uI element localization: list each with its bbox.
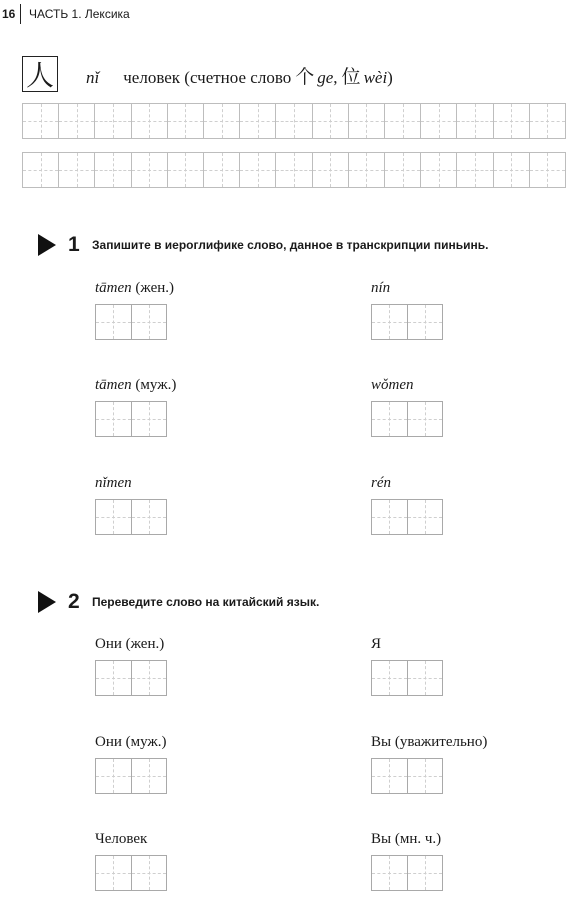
exercise-1-item	[95, 375, 315, 437]
grid-cell[interactable]	[204, 104, 240, 138]
grid-cell[interactable]	[240, 104, 276, 138]
item-label: Вы (мн. ч.)	[371, 831, 442, 847]
answer-box[interactable]	[371, 401, 443, 437]
item-label: Я	[371, 636, 382, 652]
practice-grid-row[interactable]	[22, 103, 566, 139]
grid-cell[interactable]	[313, 153, 349, 187]
exercise-1-item	[371, 375, 567, 437]
exercise-1-item	[371, 473, 567, 535]
grid-cell[interactable]	[457, 104, 493, 138]
answer-box[interactable]	[95, 855, 167, 891]
grid-cell[interactable]	[385, 104, 421, 138]
hanzi-box	[22, 56, 58, 92]
hanzi-character: 人	[25, 59, 54, 92]
triangle-marker-icon	[38, 591, 56, 613]
exercise-2-item	[95, 829, 315, 891]
exercise-1-item	[95, 278, 315, 340]
answer-box[interactable]	[95, 401, 167, 437]
grid-cell[interactable]	[349, 153, 385, 187]
page-number: 16	[2, 7, 16, 21]
grid-cell[interactable]	[276, 104, 312, 138]
answer-box[interactable]	[95, 499, 167, 535]
exercise-2-header	[38, 590, 319, 614]
grid-cell[interactable]	[23, 153, 59, 187]
measure-word-1-pinyin: ge	[317, 68, 334, 87]
entry-closing: )	[387, 68, 393, 87]
grid-cell[interactable]	[59, 104, 95, 138]
measure-word-1-char: 个	[295, 66, 315, 88]
entry-meaning: человек (счетное слово	[123, 68, 292, 87]
grid-cell[interactable]	[421, 153, 457, 187]
measure-separator: ,	[333, 68, 338, 87]
exercise-2-item	[371, 634, 567, 696]
item-note: (муж.)	[135, 377, 177, 393]
grid-cell[interactable]	[494, 104, 530, 138]
grid-cell[interactable]	[95, 104, 131, 138]
exercise-number: 1	[68, 233, 80, 256]
grid-cell[interactable]	[168, 104, 204, 138]
item-label: Человек	[95, 831, 148, 847]
answer-box[interactable]	[371, 855, 443, 891]
entry-pinyin: nǐ	[86, 68, 100, 87]
item-label: Вы (уважительно)	[371, 734, 488, 750]
grid-cell[interactable]	[168, 153, 204, 187]
triangle-marker-icon	[38, 234, 56, 256]
grid-cell[interactable]	[204, 153, 240, 187]
answer-box[interactable]	[371, 660, 443, 696]
exercise-number: 2	[68, 590, 80, 613]
exercise-2-item	[371, 732, 567, 794]
section-title: ЧАСТЬ 1. Лексика	[29, 7, 130, 21]
grid-cell[interactable]	[23, 104, 59, 138]
measure-word-2-char: 位	[341, 66, 361, 88]
exercise-1-header	[38, 233, 488, 257]
item-pinyin: wǒmen	[371, 377, 414, 393]
grid-cell[interactable]	[530, 104, 565, 138]
exercise-2-item	[95, 732, 315, 794]
grid-cell[interactable]	[240, 153, 276, 187]
practice-grid-row[interactable]	[22, 152, 566, 188]
grid-cell[interactable]	[349, 104, 385, 138]
item-pinyin: nín	[371, 280, 391, 296]
answer-box[interactable]	[95, 660, 167, 696]
grid-cell[interactable]	[276, 153, 312, 187]
answer-box[interactable]	[95, 758, 167, 794]
item-pinyin: nǐmen	[95, 475, 132, 491]
item-pinyin: tāmen	[95, 377, 132, 393]
header-divider	[20, 4, 21, 24]
answer-box[interactable]	[371, 304, 443, 340]
exercise-2-item	[95, 634, 315, 696]
grid-cell[interactable]	[313, 104, 349, 138]
grid-cell[interactable]	[95, 153, 131, 187]
grid-cell[interactable]	[421, 104, 457, 138]
exercise-1-item	[95, 473, 315, 535]
grid-cell[interactable]	[385, 153, 421, 187]
item-label: Они (жен.)	[95, 636, 165, 652]
exercise-1-item	[371, 278, 567, 340]
exercise-instruction: Переведите слово на китайский язык.	[92, 595, 320, 609]
page-header	[0, 4, 130, 24]
grid-cell[interactable]	[494, 153, 530, 187]
grid-cell[interactable]	[132, 153, 168, 187]
item-note: (жен.)	[135, 280, 175, 296]
grid-cell[interactable]	[132, 104, 168, 138]
answer-box[interactable]	[371, 499, 443, 535]
answer-box[interactable]	[371, 758, 443, 794]
exercise-instruction: Запишите в иероглифике слово, данное в транскрипции пиньинь.	[92, 238, 489, 252]
grid-cell[interactable]	[457, 153, 493, 187]
item-pinyin: tāmen	[95, 280, 132, 296]
answer-box[interactable]	[95, 304, 167, 340]
measure-word-2-pinyin: wèi	[363, 68, 388, 87]
entry-line	[86, 62, 393, 89]
item-pinyin: rén	[371, 475, 391, 491]
grid-cell[interactable]	[59, 153, 95, 187]
grid-cell[interactable]	[530, 153, 565, 187]
item-label: Они (муж.)	[95, 734, 167, 750]
exercise-2-item	[371, 829, 567, 891]
